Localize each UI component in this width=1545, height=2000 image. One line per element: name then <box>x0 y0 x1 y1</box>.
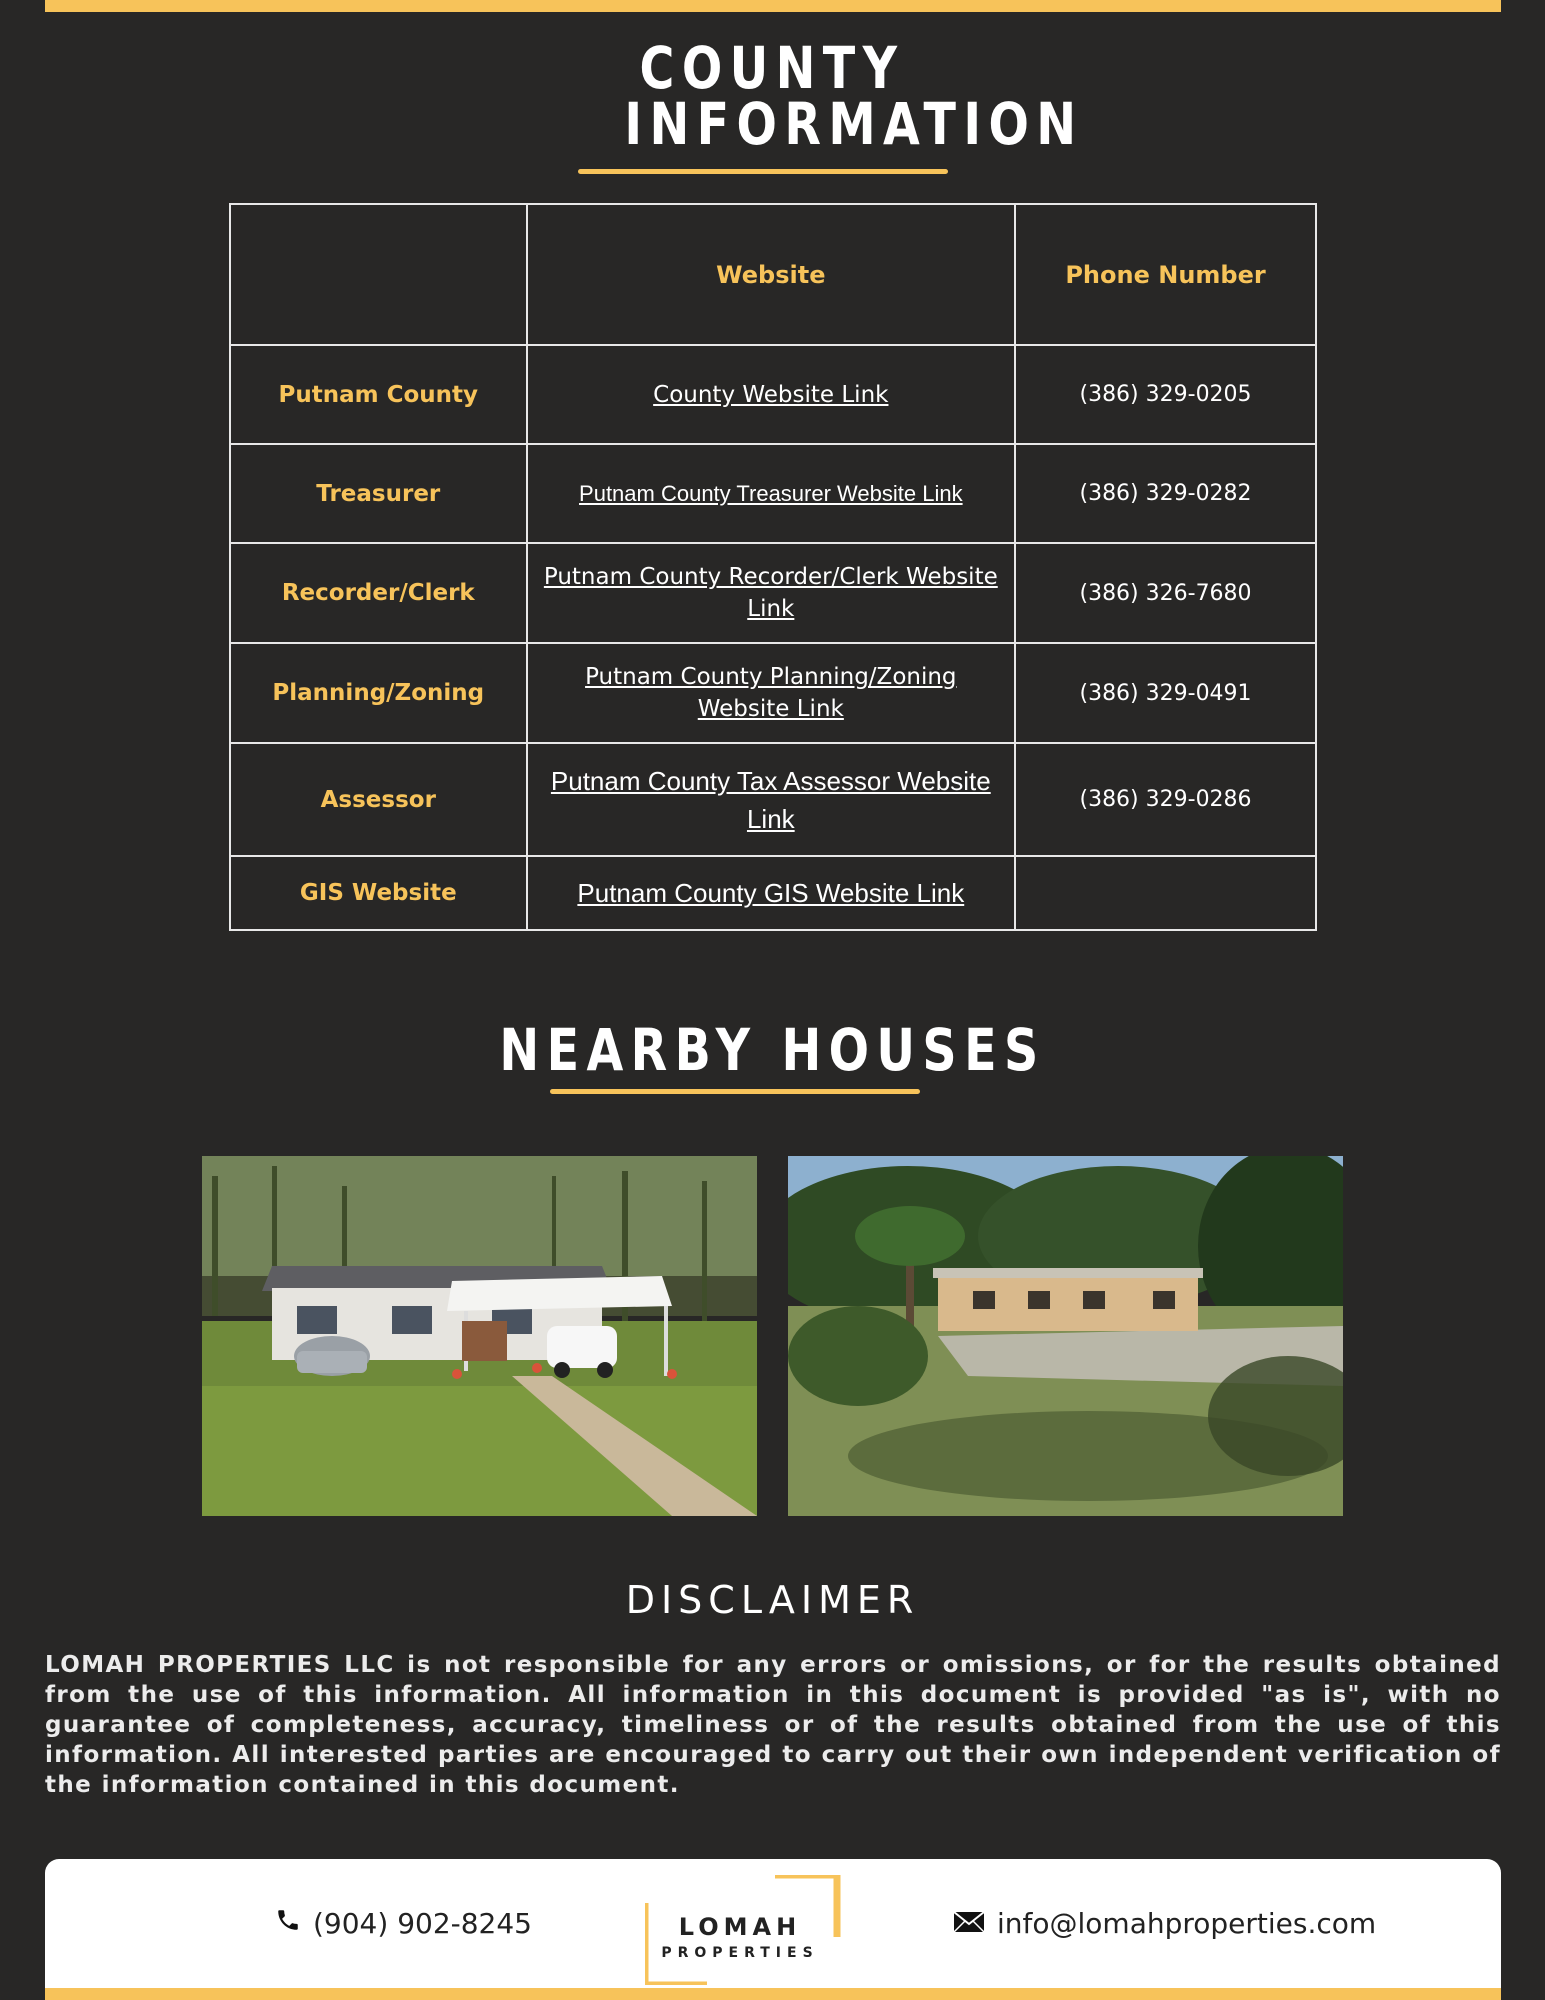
disclaimer-body: LOMAH PROPERTIES LLC is not responsible for any errors or omissions, or for the results obtained from the use of this information. All information in this document is provided "as is", with no guarantee of completeness, accuracy, timeliness or of the results obtained from the use of this information. All interested parties are encouraged to carry out their own independent verification of the information contained in this document. <box>45 1652 1501 1798</box>
footer-phone-text: (904) 902-8245 <box>313 1907 532 1940</box>
treasurer-website-link[interactable]: Putnam County Treasurer Website Link <box>579 480 963 506</box>
gis-website-link[interactable]: Putnam County GIS Website Link <box>577 878 965 908</box>
phone-cell <box>1015 856 1316 930</box>
table-row <box>230 643 1316 743</box>
table-row <box>230 856 1316 930</box>
envelope-icon <box>953 1907 985 1940</box>
top-accent-bar <box>45 0 1501 12</box>
phone-cell: (386) 329-0286 <box>1015 743 1316 856</box>
website-cell <box>527 444 1015 543</box>
phone-cell: (386) 326-7680 <box>1015 543 1316 643</box>
recorder-website-link[interactable]: Putnam County Recorder/Clerk Website Link <box>543 564 998 622</box>
website-cell <box>527 345 1015 444</box>
header-phone: Phone Number <box>1015 204 1316 345</box>
county-information-title: COUNTY INFORMATION <box>624 34 1084 158</box>
phone-cell: (386) 329-0205 <box>1015 345 1316 444</box>
table-header-row <box>230 204 1316 345</box>
nearby-houses-title: NEARBY HOUSES <box>499 1016 1046 1084</box>
table-row <box>230 345 1316 444</box>
nearby-title-underline <box>550 1089 920 1094</box>
county-info-table <box>229 203 1317 931</box>
bottom-accent-bar <box>45 1988 1501 2000</box>
phone-icon <box>275 1907 301 1940</box>
row-label: Recorder/Clerk <box>230 543 527 643</box>
nearby-house-photo-1 <box>202 1156 757 1516</box>
footer-email[interactable] <box>953 1907 1376 1940</box>
table-row <box>230 444 1316 543</box>
website-cell <box>527 643 1015 743</box>
lomah-logo <box>645 1875 855 1985</box>
logo-line2: PROPERTIES <box>661 1945 819 1961</box>
county-website-link[interactable]: County Website Link <box>653 381 889 408</box>
logo-line1: LOMAH <box>678 1913 802 1941</box>
row-label: Assessor <box>230 743 527 856</box>
planning-website-link[interactable]: Putnam County Planning/Zoning Website Link <box>585 664 957 722</box>
website-cell <box>527 743 1015 856</box>
table-row <box>230 543 1316 643</box>
assessor-website-link[interactable]: Putnam County Tax Assessor Website Link <box>550 765 991 834</box>
phone-cell: (386) 329-0282 <box>1015 444 1316 543</box>
row-label: Planning/Zoning <box>230 643 527 743</box>
website-cell <box>527 856 1015 930</box>
header-blank <box>230 204 527 345</box>
row-label: GIS Website <box>230 856 527 930</box>
footer-email-text: info@lomahproperties.com <box>997 1907 1377 1940</box>
footer <box>45 1859 1501 2000</box>
disclaimer-title: DISCLAIMER <box>625 1578 920 1622</box>
table-row <box>230 743 1316 856</box>
row-label: Putnam County <box>230 345 527 444</box>
county-title-underline <box>578 169 948 174</box>
website-cell <box>527 543 1015 643</box>
row-label: Treasurer <box>230 444 527 543</box>
nearby-house-photo-2 <box>788 1156 1343 1516</box>
phone-cell: (386) 329-0491 <box>1015 643 1316 743</box>
header-website: Website <box>527 204 1015 345</box>
footer-phone[interactable] <box>275 1907 532 1940</box>
